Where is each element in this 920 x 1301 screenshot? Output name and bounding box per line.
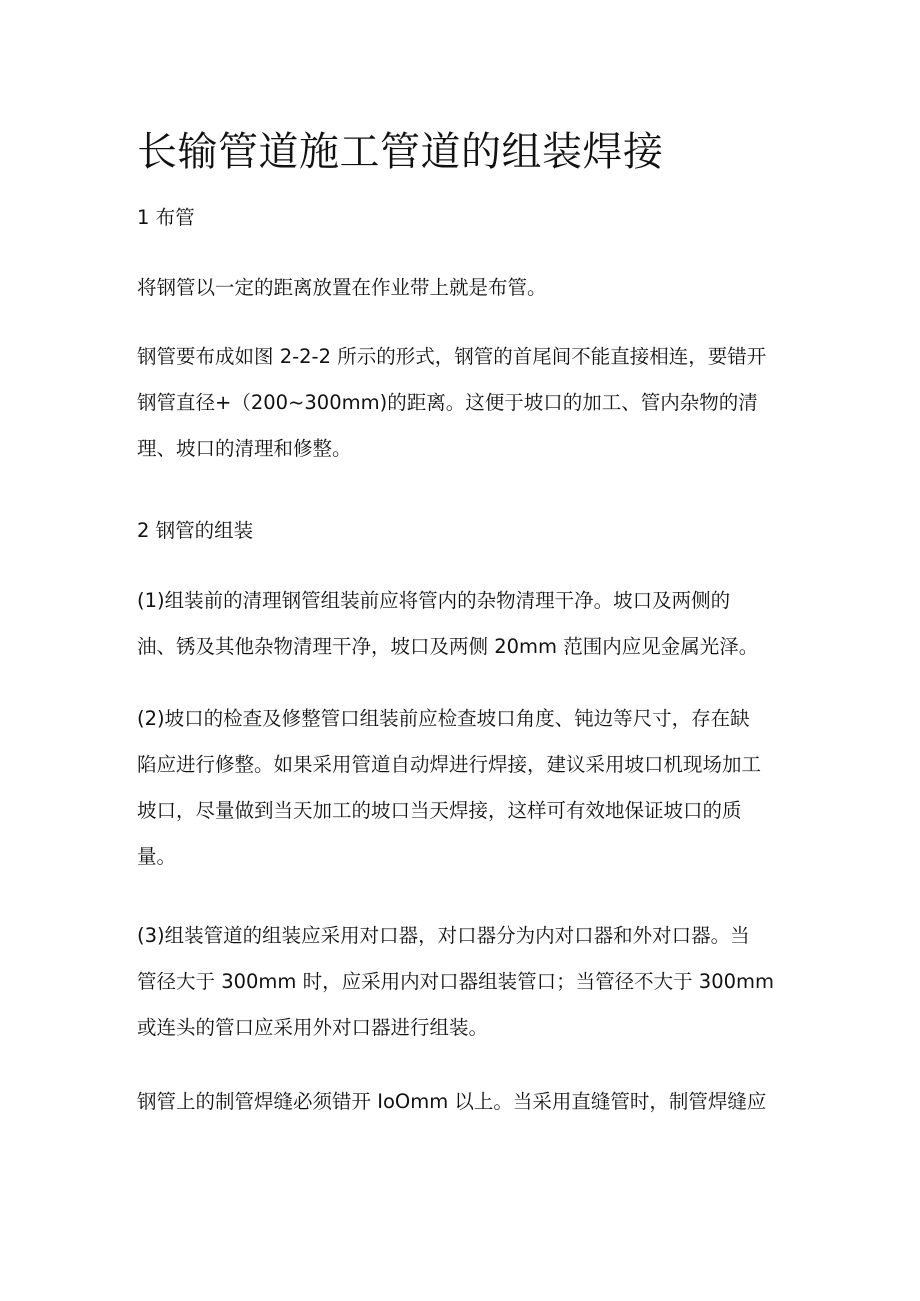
text-line: 理、坡口的清理和修整。: [137, 437, 352, 460]
document-title: 长输管道施工管道的组装焊接: [137, 129, 664, 175]
text-line: 管径大于 300mm 时，应采用内对口器组装管口；当管径不大于 300mm: [137, 970, 775, 993]
text-line: 钢管要布成如图 2-2-2 所示的形式，钢管的首尾间不能直接相连，要错开: [137, 345, 767, 368]
section-heading-pipe-laying: [137, 203, 195, 232]
text-line: (1)组装前的清理钢管组装前应将管内的杂物清理干净。坡口及两侧的: [137, 589, 731, 612]
paragraph-pre-assembly-cleaning: [137, 586, 758, 661]
text-line: (2)坡口的检查及修整管口组装前应检查坡口角度、钝边等尺寸，存在缺: [137, 707, 750, 730]
paragraph-pipe-laying-definition: [137, 273, 547, 302]
section-heading-pipe-assembly: [137, 516, 253, 545]
paragraph-bevel-inspection: [137, 704, 761, 871]
text-line: 钢管直径+（200~300mm)的距离。这便于坡口的加工、管内杂物的清: [137, 391, 758, 414]
paragraph-seam-offset: [137, 1087, 766, 1116]
text-line: 1 布管: [137, 206, 195, 229]
text-line: (3)组装管道的组装应采用对口器，对口器分为内对口器和外对口器。当: [137, 924, 750, 947]
paragraph-pipe-layout: [137, 342, 766, 463]
text-line: 量。: [137, 845, 177, 868]
text-line: 油、锈及其他杂物清理干净，坡口及两侧 20mm 范围内应见金属光泽。: [137, 635, 759, 658]
text-line: 钢管上的制管焊缝必须错开 IoOmm 以上。当采用直缝管时，制管焊缝应: [137, 1090, 767, 1113]
text-line: 或连头的管口应采用外对口器进行组装。: [137, 1016, 489, 1039]
text-line: 陷应进行修整。如果采用管道自动焊进行焊接，建议采用坡口机现场加工: [137, 753, 762, 776]
text-line: 坡口，尽量做到当天加工的坡口当天焊接，这样可有效地保证坡口的质: [137, 799, 742, 822]
paragraph-pipe-alignment: [137, 921, 774, 1042]
text-line: 2 钢管的组装: [137, 519, 254, 542]
text-line: 将钢管以一定的距离放置在作业带上就是布管。: [137, 276, 547, 299]
